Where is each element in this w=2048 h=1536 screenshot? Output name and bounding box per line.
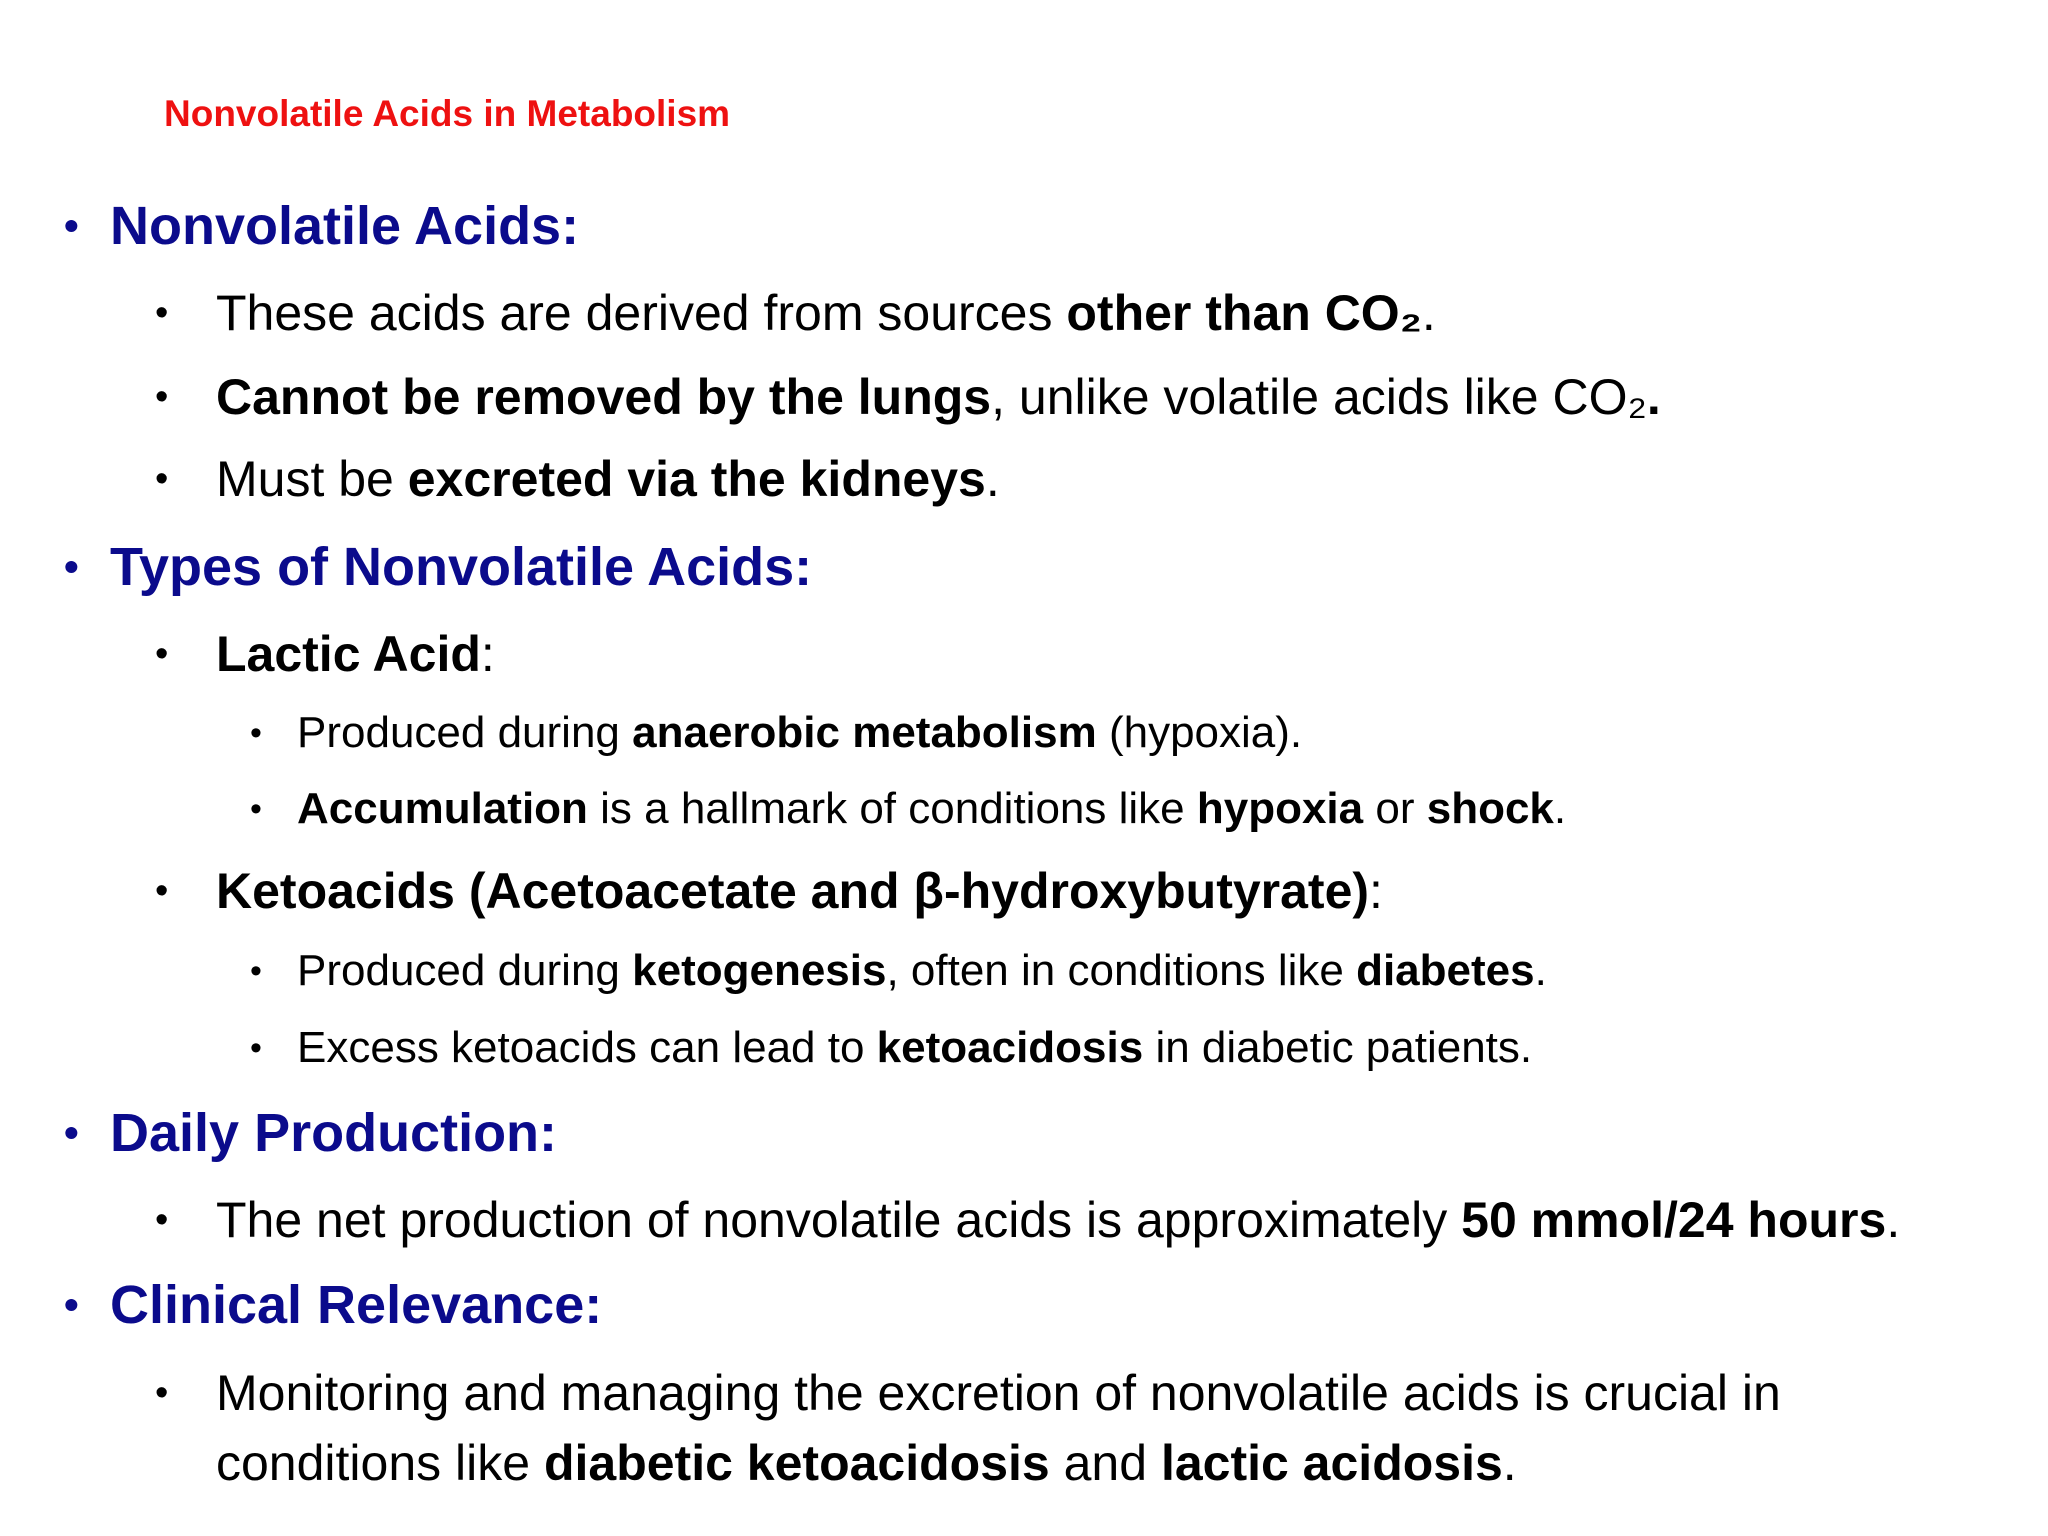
list-item-monitoring-continuation: conditions like diabetic ketoacidosis and lactic acidosis. — [216, 1435, 1517, 1491]
item-text: Lactic Acid: — [216, 626, 495, 682]
item-text: Excess ketoacids can lead to ketoacidosis in diabetic patients. — [297, 1023, 1533, 1072]
item-text: Produced during anaerobic metabolism (hypoxia). — [297, 708, 1303, 757]
item-text-line1: Monitoring and managing the excretion of nonvolatile acids is crucial in — [216, 1365, 1781, 1421]
bullet-icon: • — [64, 1109, 79, 1156]
heading-text: Daily Production: — [110, 1103, 558, 1163]
item-text: These acids are derived from sources other than CO₂. — [216, 285, 1436, 341]
heading-text: Clinical Relevance: — [110, 1275, 603, 1335]
slide-title: Nonvolatile Acids in Metabolism — [164, 93, 731, 134]
item-text: Cannot be removed by the lungs, unlike volatile acids like CO₂. — [216, 369, 1661, 425]
bullet-icon: • — [250, 714, 262, 752]
bullet-icon: • — [250, 952, 262, 990]
item-text: The net production of nonvolatile acids is approximately 50 mmol/24 hours. — [216, 1192, 1901, 1248]
bullet-icon: • — [155, 458, 169, 500]
bullet-icon: • — [155, 376, 169, 418]
bullet-icon: • — [250, 790, 262, 828]
heading-text: Types of Nonvolatile Acids: — [110, 537, 813, 597]
bullet-icon: • — [250, 1029, 262, 1067]
bullet-icon: • — [155, 292, 169, 334]
bullet-icon: • — [155, 1199, 169, 1241]
item-text: Ketoacids (Acetoacetate and β-hydroxybutyrate): — [216, 863, 1383, 919]
heading-text: Nonvolatile Acids: — [110, 196, 580, 256]
bullet-icon: • — [64, 1281, 79, 1328]
bullet-icon: • — [155, 870, 169, 912]
item-text: Produced during ketogenesis, often in conditions like diabetes. — [297, 946, 1547, 995]
bullet-icon: • — [155, 633, 169, 675]
bullet-icon: • — [64, 543, 79, 590]
item-text: Must be excreted via the kidneys. — [216, 451, 1000, 507]
bullet-icon: • — [155, 1372, 169, 1414]
bullet-icon: • — [64, 202, 79, 249]
item-text: Accumulation is a hallmark of conditions like hypoxia or shock. — [297, 784, 1567, 833]
